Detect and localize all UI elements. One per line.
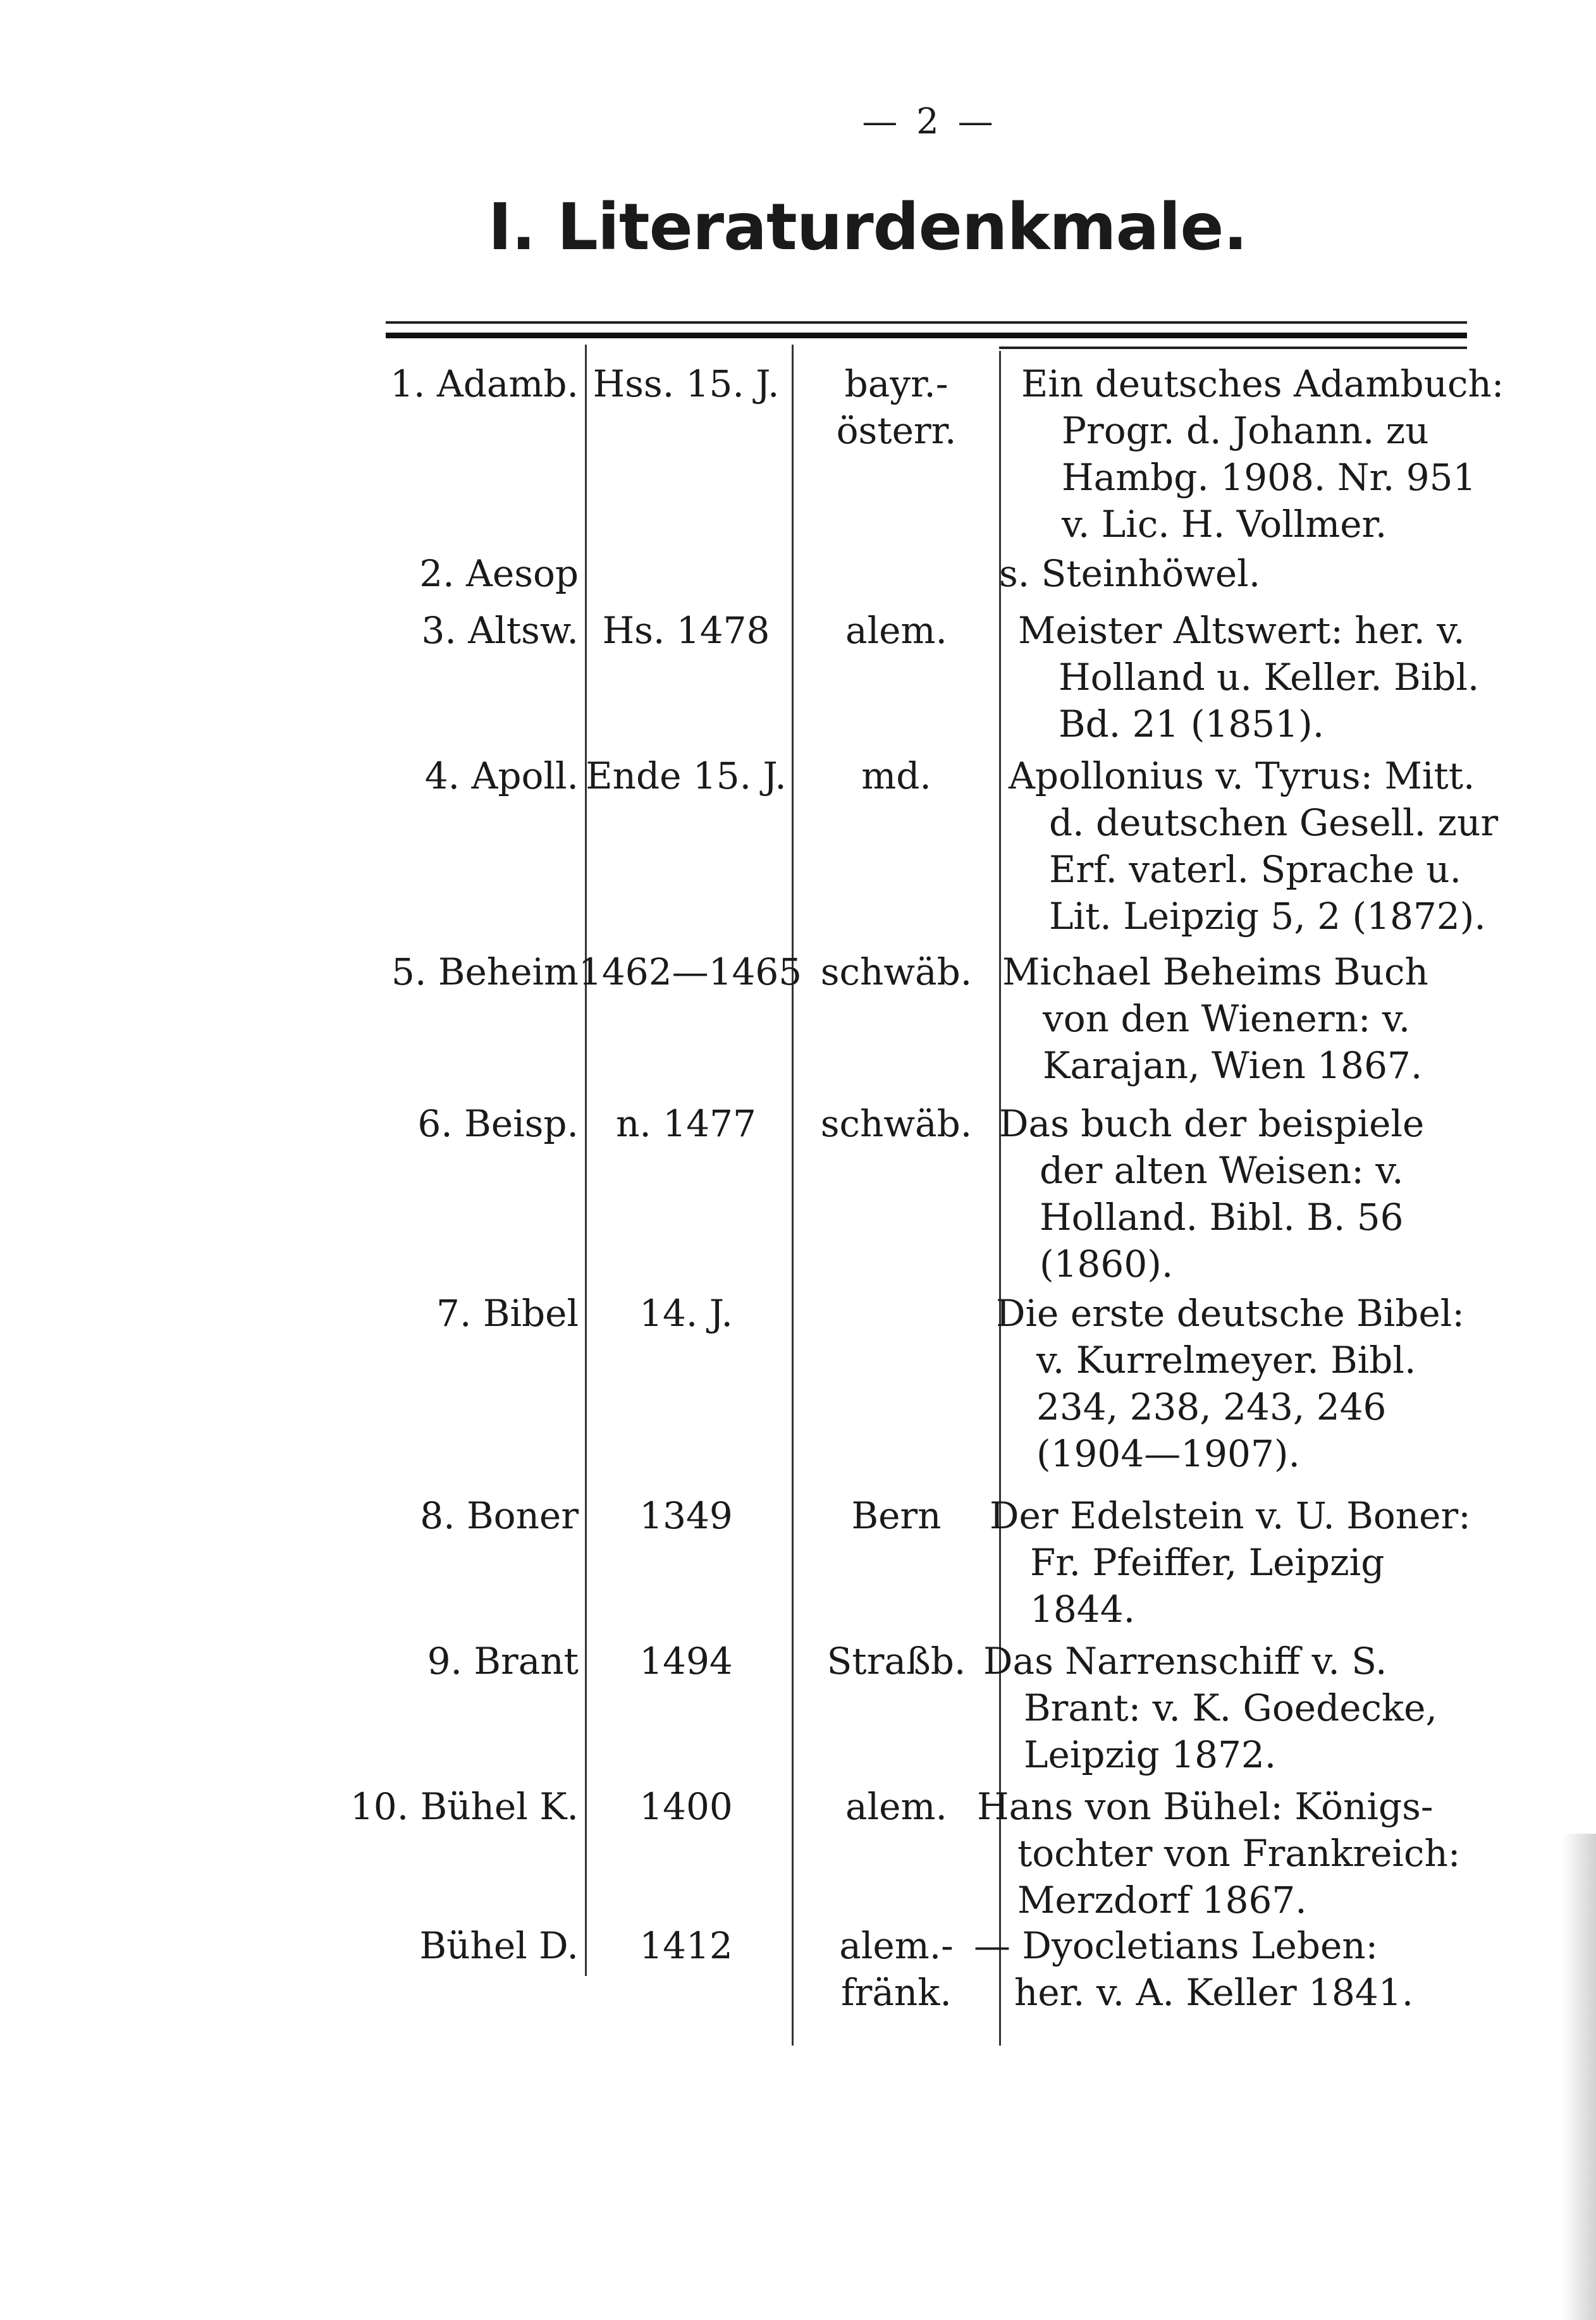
entry-number: 7. Bibel: [436, 1292, 579, 1335]
description-line: her. v. A. Keller 1841.: [1014, 1971, 1414, 2014]
entry-description: [983, 1638, 1464, 1778]
description-line: Apollonius v. Tyrus: Mitt.: [1009, 754, 1475, 797]
entry-description: [977, 1783, 1461, 1924]
scan-edge: [1562, 1834, 1596, 2320]
description-line: Bd. 21 (1851).: [1059, 703, 1325, 746]
description-line: (1904—1907).: [1036, 1432, 1300, 1475]
description-line: Fr. Pfeiffer, Leipzig: [1030, 1541, 1385, 1584]
description-line: Michael Beheims Buch: [1002, 950, 1428, 993]
description-line: 234, 238, 243, 246: [1036, 1385, 1387, 1428]
dialect-line: österr.: [836, 409, 957, 452]
description-line: der alten Weisen: v.: [1040, 1149, 1404, 1192]
entry-description: [996, 1290, 1476, 1477]
header-rule-right: [999, 347, 1467, 349]
entry-date: Hs. 1478: [602, 609, 770, 652]
description-line: Merzdorf 1867.: [1017, 1879, 1307, 1922]
entry-dialect: [794, 1638, 999, 1685]
entry-number: 8. Boner: [420, 1494, 579, 1537]
description-line: Das buch der beispiele: [999, 1102, 1425, 1145]
description-line: d. deutschen Gesell. zur: [1049, 801, 1499, 844]
dialect-line: Straßb.: [826, 1640, 966, 1683]
entry-description: [974, 1922, 1454, 2016]
description-line: Hans von Bühel: Königs-: [977, 1785, 1433, 1828]
entry-description: [1021, 360, 1502, 548]
entry-number: 6. Beisp.: [417, 1102, 579, 1145]
dialect-line: alem.: [845, 1785, 947, 1828]
description-line: Ein deutsches Adambuch:: [1021, 362, 1504, 405]
entry-description: [990, 1492, 1470, 1633]
description-line: (1860).: [1040, 1243, 1174, 1286]
entry-number: 9. Brant: [427, 1640, 579, 1683]
header-rule-thick: [386, 333, 1467, 338]
description-line: Holland. Bibl. B. 56: [1040, 1196, 1404, 1239]
description-line: Erf. vaterl. Sprache u.: [1049, 848, 1462, 891]
page-title: I. Literaturdenkmale.: [488, 190, 1248, 265]
description-line: Karajan, Wien 1867.: [1043, 1044, 1423, 1087]
entry-number: 4. Apoll.: [424, 754, 579, 797]
entry-date: 1400: [639, 1785, 733, 1828]
entry-description: [999, 550, 1480, 597]
entry-dialect: [794, 1783, 999, 1830]
entry-description: [1009, 752, 1499, 940]
description-line: v. Lic. H. Vollmer.: [1062, 503, 1387, 546]
entry-dialect: [794, 1100, 999, 1147]
page-number: — 2 —: [862, 101, 997, 142]
description-line: Leipzig 1872.: [1024, 1733, 1277, 1776]
description-line: Meister Altswert: her. v.: [1018, 609, 1465, 652]
entry-date: 1412: [639, 1924, 733, 1967]
column-divider: [585, 345, 587, 1976]
description-line: Holland u. Keller. Bibl.: [1059, 656, 1480, 699]
entry-number: 2. Aesop: [419, 552, 579, 595]
dialect-line: md.: [861, 754, 931, 797]
entry-description: [1002, 948, 1483, 1089]
header-rule: [386, 321, 1467, 324]
entry-dialect: [794, 1492, 999, 1539]
description-line: von den Wienern: v.: [1043, 997, 1411, 1040]
entry-dialect: [794, 752, 999, 799]
entry-date: n. 1477: [616, 1102, 756, 1145]
entry-number: Bühel D.: [419, 1924, 579, 1967]
entry-number: 5. Beheim: [391, 950, 579, 993]
entry-description: [1018, 607, 1499, 747]
description-line: Lit. Leipzig 5, 2 (1872).: [1049, 895, 1486, 938]
dialect-line: schwäb.: [820, 950, 973, 993]
description-line: Die erste deutsche Bibel:: [996, 1292, 1464, 1335]
description-line: tochter von Frankreich:: [1017, 1832, 1461, 1875]
description-line: Der Edelstein v. U. Boner:: [990, 1494, 1471, 1537]
description-line: s. Steinhöwel.: [999, 552, 1261, 595]
entry-number: 3. Altsw.: [421, 609, 579, 652]
description-line: Das Narrenschiff v. S.: [983, 1640, 1387, 1683]
entry-description: [999, 1100, 1480, 1287]
description-line: — Dyocletians Leben:: [974, 1924, 1378, 1967]
description-line: v. Kurrelmeyer. Bibl.: [1036, 1339, 1416, 1382]
entry-number: 1. Adamb.: [390, 362, 579, 405]
dialect-line: Bern: [851, 1494, 942, 1537]
dialect-line: alem.-: [839, 1924, 954, 1967]
entry-dialect: [794, 607, 999, 654]
entry-date: 1349: [639, 1494, 733, 1537]
dialect-line: bayr.-: [844, 362, 948, 405]
entry-date: 14. J.: [639, 1292, 733, 1335]
description-line: Progr. d. Johann. zu: [1062, 409, 1429, 452]
entry-dialect: [794, 360, 999, 454]
entry-number: 10. Bühel K.: [350, 1785, 579, 1828]
entry-date: Ende 15. J.: [586, 754, 787, 797]
description-line: Brant: v. K. Goedecke,: [1024, 1686, 1437, 1729]
dialect-line: schwäb.: [820, 1102, 973, 1145]
description-line: Hambg. 1908. Nr. 951: [1062, 456, 1476, 499]
description-line: 1844.: [1030, 1588, 1136, 1631]
entry-date: 1494: [639, 1640, 733, 1683]
entry-date: Hss. 15. J.: [592, 362, 780, 405]
dialect-line: alem.: [845, 609, 947, 652]
entry-dialect: [794, 1922, 999, 2016]
entry-date: 1462—1465: [579, 950, 802, 993]
dialect-line: fränk.: [841, 1971, 952, 2014]
entry-dialect: [794, 948, 999, 995]
